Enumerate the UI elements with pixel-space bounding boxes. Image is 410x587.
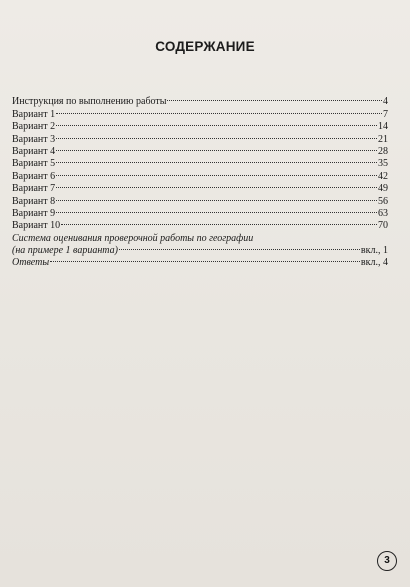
toc-entry-variant-1[interactable] xyxy=(12,104,388,120)
toc-entry-page: 28 xyxy=(378,145,388,157)
toc-entry-variant-4[interactable] xyxy=(12,142,388,157)
page-title: СОДЕРЖАНИЕ xyxy=(155,39,255,54)
toc-entry-instructions[interactable] xyxy=(12,92,388,108)
dot-leader xyxy=(56,166,377,178)
toc-entry-label: Вариант 2 xyxy=(12,121,56,133)
dot-leader xyxy=(167,92,382,104)
dot-leader xyxy=(56,191,377,203)
toc-entry-page: 63 xyxy=(378,207,388,219)
toc-entry-label: Вариант 5 xyxy=(12,158,56,170)
toc-entry-page: 42 xyxy=(378,170,388,182)
toc-entry-label: Вариант 10 xyxy=(12,220,61,232)
dot-leader xyxy=(56,129,377,141)
toc-entry-page: вкл., 1 xyxy=(360,245,388,257)
toc-entry-page: 49 xyxy=(378,183,388,195)
dot-leader xyxy=(56,104,382,116)
toc-entry-page: 21 xyxy=(378,133,388,145)
toc-entry-variant-10[interactable] xyxy=(12,216,388,232)
dot-leader xyxy=(56,142,377,154)
toc-entry-page: 35 xyxy=(378,158,388,170)
toc-entry-grading-title[interactable] xyxy=(12,228,388,244)
toc-entry-label: Вариант 9 xyxy=(12,207,56,219)
dot-leader xyxy=(56,154,377,166)
toc-entry-label: Вариант 7 xyxy=(12,183,56,195)
toc-entry-label: Ответы xyxy=(12,257,50,269)
toc-entry-page: 4 xyxy=(383,96,388,108)
toc-entry-answers[interactable] xyxy=(12,253,388,269)
toc-entry-page: 14 xyxy=(378,121,388,133)
toc-entry-variant-6[interactable] xyxy=(12,166,388,182)
dot-leader xyxy=(56,117,377,129)
toc-entry-label: Вариант 4 xyxy=(12,145,56,157)
toc-entry-label: Система оценивания проверочной работы по географии xyxy=(12,232,254,244)
dot-leader xyxy=(50,253,360,265)
toc-entry-label: (на примере 1 варианта) xyxy=(12,245,118,257)
toc-entry-variant-7[interactable] xyxy=(12,179,388,195)
toc-entry-label: Вариант 3 xyxy=(12,133,56,145)
dot-leader xyxy=(56,179,377,191)
page-number-badge: 3 xyxy=(377,551,397,571)
toc-entry-variant-5[interactable] xyxy=(12,154,388,170)
toc-entry-variant-2[interactable] xyxy=(12,117,388,133)
toc-entry-variant-8[interactable] xyxy=(12,191,388,207)
toc-entry-page: 7 xyxy=(383,108,388,120)
toc-entry-label: Инструкция по выполнению работы xyxy=(12,96,167,108)
toc-entry-page: 70 xyxy=(378,220,388,232)
dot-leader xyxy=(254,228,387,240)
toc-entry-page: 56 xyxy=(378,195,388,207)
toc-entry-label: Вариант 6 xyxy=(12,170,56,182)
toc-entry-variant-9[interactable] xyxy=(12,204,388,219)
dot-leader xyxy=(56,204,377,216)
dot-leader xyxy=(119,241,360,253)
toc-entry-variant-3[interactable] xyxy=(12,129,388,145)
toc-entry-page: вкл., 4 xyxy=(360,257,388,269)
dot-leader xyxy=(61,216,377,228)
toc-entry-label: Вариант 8 xyxy=(12,195,56,207)
table-of-contents xyxy=(12,92,388,269)
toc-entry-label: Вариант 1 xyxy=(12,108,56,120)
